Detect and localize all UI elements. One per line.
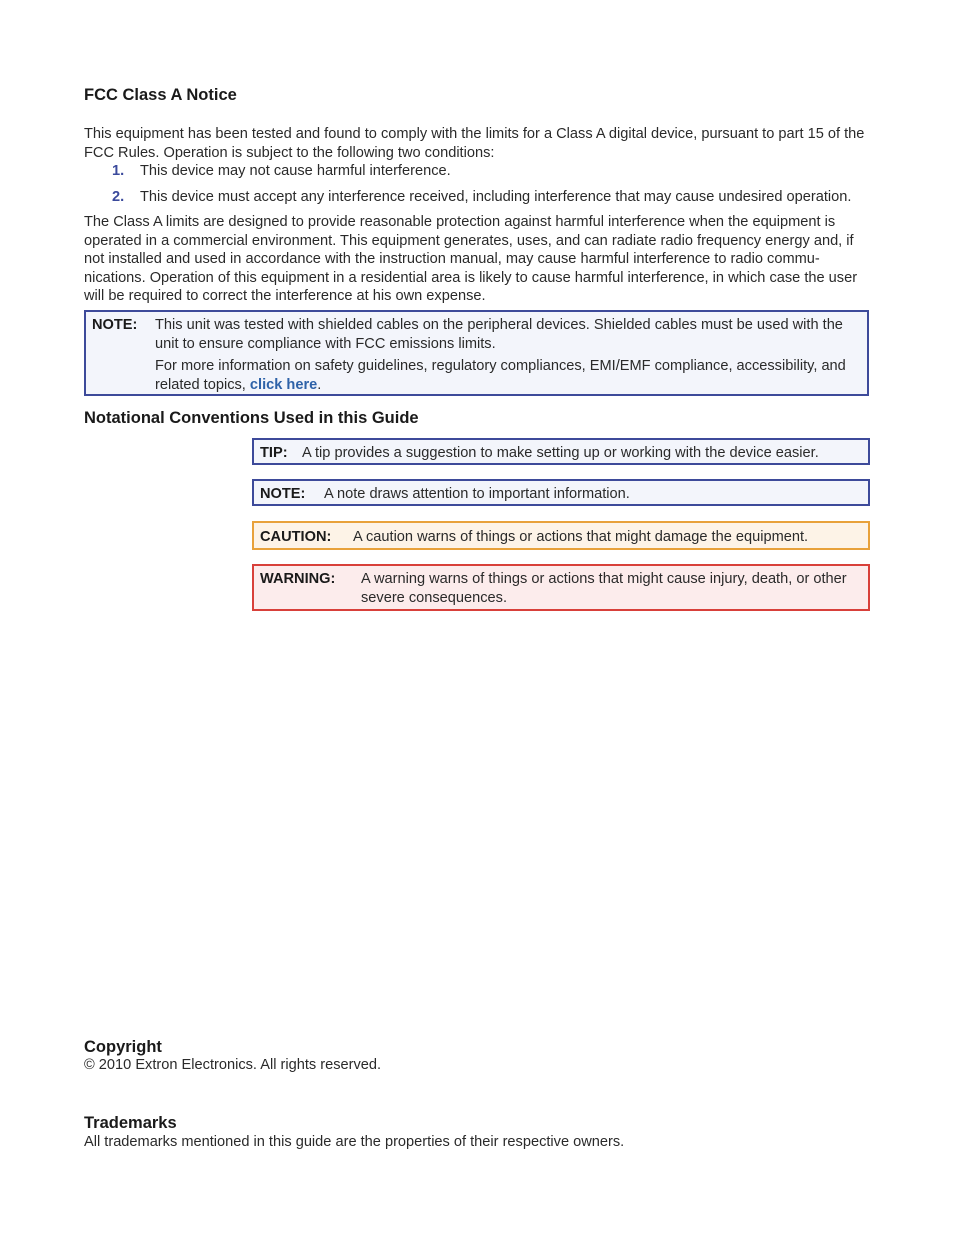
conventions-heading: Notational Conventions Used in this Guide	[84, 409, 419, 427]
copyright-heading: Copyright	[84, 1038, 162, 1056]
fcc-intro: This equipment has been tested and found to comply with the limits for a Class A digital device, pursuant to part 15 of the FCC Rules. Operation is subject to the following two conditions:	[84, 126, 865, 161]
warning-label: WARNING:	[260, 571, 336, 587]
caution-box	[252, 521, 870, 550]
note-box	[252, 479, 870, 506]
condition-text: This device must accept any interference received, including interference that may cause undesired operation.	[140, 189, 852, 205]
caution-label: CAUTION:	[260, 529, 332, 545]
copyright-text: © 2010 Extron Electronics. All rights reserved.	[84, 1057, 382, 1073]
note-text-shielded: This unit was tested with shielded cables on the peripheral devices. Shielded cables must be used with the unit to ensure compliance with FCC emissions limits.	[155, 317, 843, 352]
tip-label: TIP:	[260, 445, 288, 461]
fcc-note-box	[84, 310, 869, 396]
click-here-link[interactable]: click here	[249, 376, 318, 393]
fcc-body: The Class A limits are designed to provide reasonable protection against harmful interference when the equipment is operated in a commercial environment. This equipment generates, uses, and can radiate radio frequency energy and, if not installed and used in accordance with the instruction manual, may cause harmful interference to radio commu-nications. Operation of this equipment in a residential area is likely to cause harmful interference, in which case the user will be required to correct the interference at his own expense.	[84, 214, 858, 305]
trademarks-heading: Trademarks	[84, 1114, 177, 1132]
caution-text: A caution warns of things or actions that might damage the equipment.	[353, 529, 809, 545]
trademarks-text: All trademarks mentioned in this guide are the properties of their respective owners.	[84, 1134, 625, 1150]
condition-text: This device may not cause harmful interference.	[140, 163, 451, 179]
tip-box	[252, 438, 870, 465]
condition-number: 1.	[112, 163, 125, 179]
fcc-heading: FCC Class A Notice	[84, 86, 237, 104]
note-more-info-prefix: For more information on safety guidelines, regulatory compliances, EMI/EMF compliance, accessibility, and related topics,	[155, 358, 846, 393]
warning-text: A warning warns of things or actions that might cause injury, death, or other severe consequences.	[361, 571, 847, 606]
note-convention-label: NOTE:	[260, 486, 306, 502]
tip-text: A tip provides a suggestion to make setting up or working with the device easier.	[302, 445, 819, 461]
note-label: NOTE:	[92, 317, 138, 333]
note-text-more-info	[155, 357, 863, 394]
note-convention-text: A note draws attention to important information.	[324, 486, 630, 502]
condition-number: 2.	[112, 189, 125, 205]
warning-box	[252, 564, 870, 611]
note-more-info-suffix: .	[317, 376, 322, 393]
